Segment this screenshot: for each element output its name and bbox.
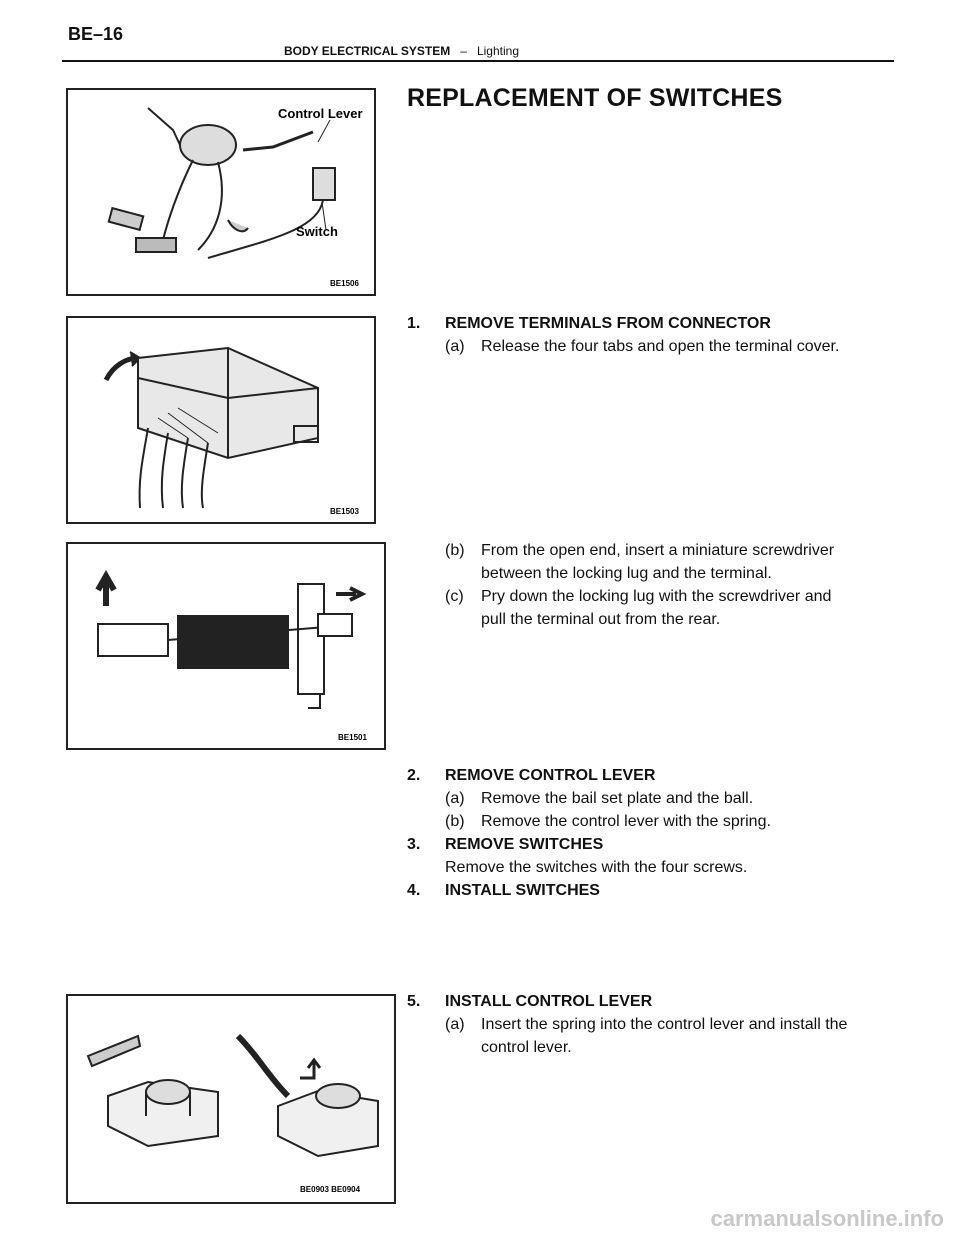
page-title: REPLACEMENT OF SWITCHES [407,84,783,112]
figure-install-lever [66,994,396,1204]
page-code: BE–16 [68,24,124,44]
figure-switch-assembly [66,88,376,296]
switch-assembly-illustration [68,90,374,294]
substep-text: Pry down the locking lug with the screwdriver and [481,588,832,605]
step-1c [445,586,831,608]
figure-connector [66,316,376,524]
substep-label: (b) [445,542,465,559]
terminal-removal-illustration [68,544,384,748]
step-1-heading [407,313,771,335]
step-1b-cont: between the locking lug and the terminal. [481,565,772,582]
substep-label: (c) [445,588,464,605]
substep-label: (b) [445,813,465,830]
subsection-name: Lighting [476,44,520,58]
substep-text: Remove the bail set plate and the ball. [481,790,754,807]
figure-code: BE1501 [338,733,367,742]
step-title: REMOVE SWITCHES [445,836,604,853]
step-3-text: Remove the switches with the four screws. [445,859,748,876]
step-number: 3. [407,836,421,853]
step-5a [445,1014,847,1036]
step-title: REMOVE CONTROL LEVER [445,767,656,784]
label-control-lever: Control Lever [278,106,363,121]
substep-text: Release the four tabs and open the terminal cover. [481,338,840,355]
step-number: 1. [407,315,421,332]
section-name: BODY ELECTRICAL SYSTEM [284,44,451,58]
substep-text: Insert the spring into the control lever and install the [481,1016,848,1033]
figure-code: BE1506 [330,279,359,288]
section-separator: – [460,44,467,58]
substep-text: Remove the control lever with the spring. [481,813,771,830]
step-1a [445,336,839,358]
step-1b [445,540,834,562]
step-2-heading [407,765,655,787]
figure-code: BE1503 [330,507,359,516]
step-5-heading [407,991,652,1013]
figure-code: BE0903 BE0904 [300,1185,361,1194]
step-1c-cont: pull the terminal out from the rear. [481,611,721,628]
header-rule [62,60,894,62]
watermark: carmanualsonline.info [710,1206,944,1231]
substep-label: (a) [445,338,465,355]
step-2a [445,788,753,810]
step-title: INSTALL CONTROL LEVER [445,993,653,1010]
step-4-heading [407,880,600,902]
substep-label: (a) [445,790,465,807]
step-title: INSTALL SWITCHES [445,882,600,899]
label-switch: Switch [296,224,338,239]
install-lever-illustration [68,996,394,1202]
step-number: 2. [407,767,421,784]
connector-illustration [68,318,374,522]
step-2b [445,811,771,833]
step-title: REMOVE TERMINALS FROM CONNECTOR [445,315,771,332]
step-5a-cont: control lever. [481,1039,572,1056]
substep-text: From the open end, insert a miniature screwdriver [481,542,835,559]
figure-terminal-removal [66,542,386,750]
step-number: 4. [407,882,421,899]
section-title [284,44,519,58]
step-3-heading [407,834,603,856]
substep-label: (a) [445,1016,465,1033]
step-number: 5. [407,993,421,1010]
